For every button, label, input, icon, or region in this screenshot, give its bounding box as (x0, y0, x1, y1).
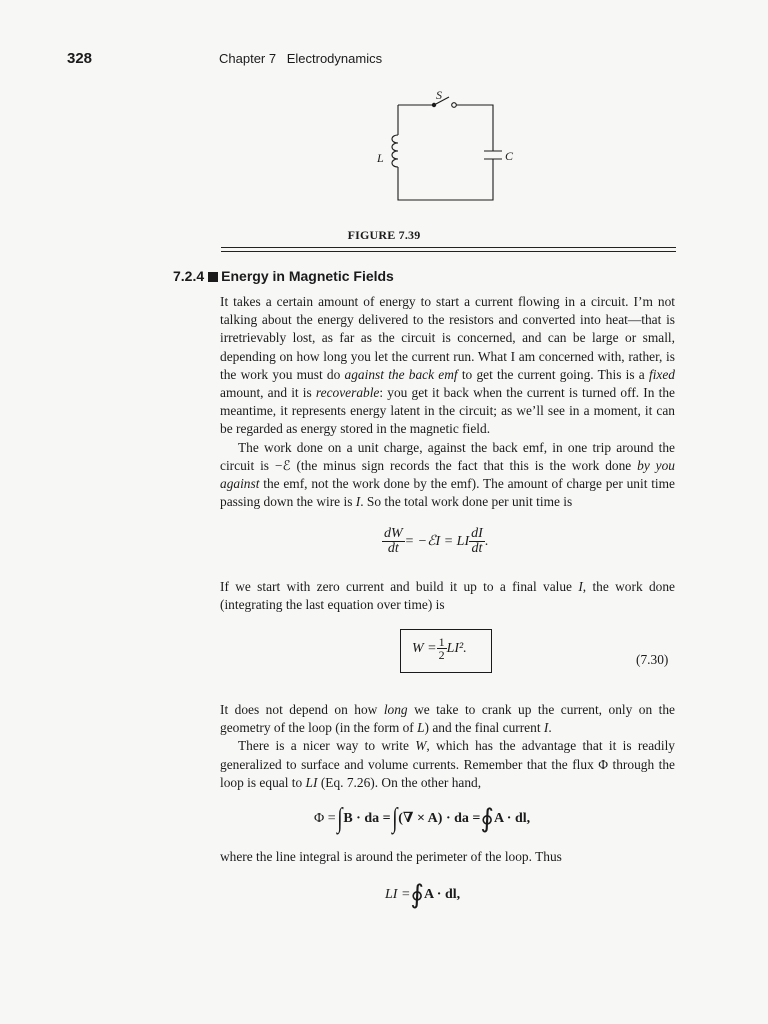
circuit-diagram (360, 88, 520, 218)
figure-caption: FIGURE 7.39 (347, 228, 421, 242)
equation-2: W = $\frac{1}{2}$ LI². (412, 635, 467, 662)
section-number: 7.2.4 (173, 268, 205, 284)
rule-bottom (221, 251, 676, 252)
paragraph-3: If we start with zero current and build it up to a final value I, the work done (integrating the last equation over time) is (220, 579, 675, 613)
page-number: 328 (67, 50, 93, 67)
equation-4: LI =∮A · dl, (385, 880, 461, 909)
paragraph-6: where the line integral is around the perimeter of the loop. Thus (220, 849, 562, 864)
section-title: Energy in Magnetic Fields (221, 268, 394, 284)
inductor-label: L (377, 151, 384, 165)
capacitor-label: C (505, 149, 514, 163)
rule-top (221, 247, 676, 248)
running-head (219, 51, 382, 66)
equation-3: Φ =∫B · da =∫(∇ × A) · da =∮A · dl, (314, 803, 531, 834)
paragraph-2: The work done on a unit charge, against the back emf, in one trip around the circuit is −ℰ (the minus sign records the fact that this is the work done by you against the emf, not the work done by the emf). The amount of charge per unit time passing down the wire is I. So the total work done per unit time is (220, 439, 675, 510)
section-heading (173, 268, 394, 284)
switch-label: S (436, 88, 442, 102)
paragraph-5: There is a nicer way to write W, which has the advantage that it is readily generalized to surface and volume currents. Remember that the flux Φ through the loop is equal to LI (Eq. 7.26). On the other hand, (220, 738, 676, 790)
equation-1: $\frac{dW}{dt}$ = −ℰI = LI $\frac{dI}{dt}$ . (384, 526, 489, 556)
paragraph-1: It takes a certain amount of energy to start a current flowing in a circuit. I’m not talking about the energy delivered to the resistors and converted into heat—that is irretrievably lost, as far as the circuit is concerned, and can be large or small, depending on how long you let the current run. What I am concerned with, rather, is the work you must do against the back emf to get the current going. This is a fixed amount, and it is recoverable: you get it back when the current is turned off. In the meantime, it represents energy latent in the circuit; as we’ll see in a moment, it can be regarded as energy stored in the magnetic field. The work done on a unit charge, against the back emf, in one trip around the circuit is −ℰ (the minus sign records the fact that this is the work done by you against the emf, not the work done by the emf). The amount of charge per unit time passing down the wire is I. So the total work done per unit time is (220, 293, 675, 511)
paragraph-4: It does not depend on how long we take to crank up the current, only on the geometry of the loop (in the form of L) and the final current I. There is a nicer way to write W, which has the advantage that it is readily generalized to surface and volume currents. Remember that the flux Φ through the loop is equal to LI (Eq. 7.26). On the other hand, (220, 701, 675, 792)
chapter-label: Chapter 7 (219, 51, 277, 66)
chapter-title: Electrodynamics (286, 51, 383, 66)
equation-number: (7.30) (636, 652, 669, 667)
section-marker (208, 272, 218, 282)
